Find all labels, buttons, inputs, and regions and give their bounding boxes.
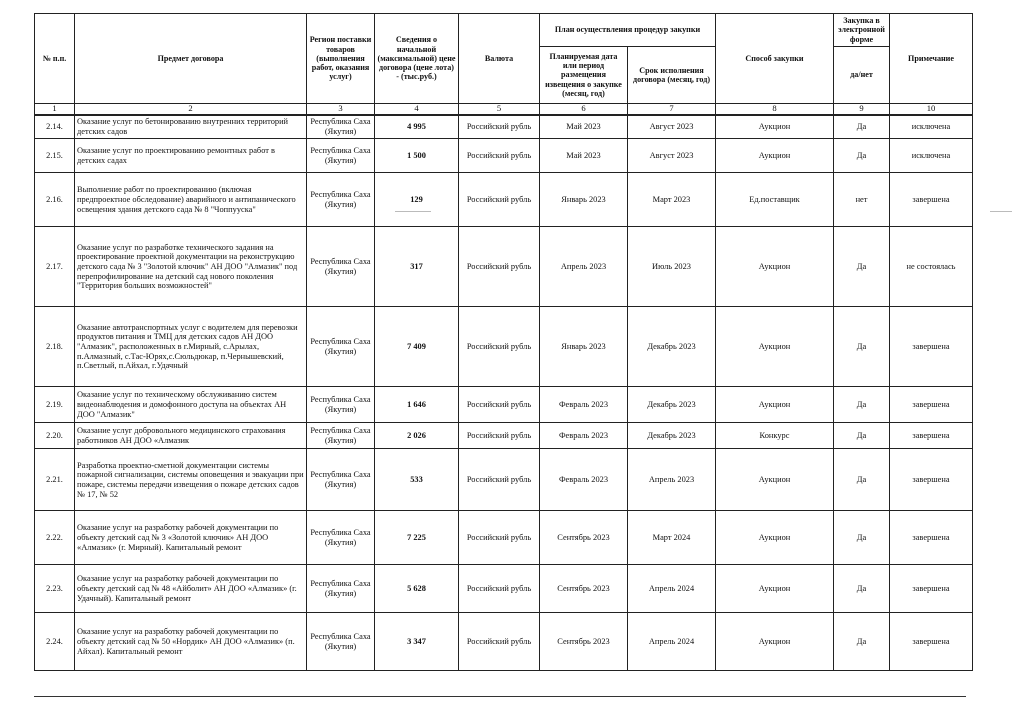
electronic-form: Да: [834, 307, 890, 387]
initial-price: 2 026: [375, 423, 459, 449]
column-number: 8: [716, 104, 834, 115]
column-number: 1: [35, 104, 75, 115]
notice-date: Январь 2023: [540, 307, 628, 387]
delivery-region: Республика Саха (Якутия): [307, 115, 375, 139]
delivery-region: Республика Саха (Якутия): [307, 423, 375, 449]
header-region: Регион поставки товаров (выполнения работ, оказания услуг): [307, 14, 375, 104]
notice-date: Февраль 2023: [540, 423, 628, 449]
header-yes-no: да/нет: [834, 47, 890, 104]
contract-subject: Оказание автотранспортных услуг с водителем для перевозки продуктов питания и ТМЦ для детских садов АН ДОО "Алмазик", расположенных в г.Мирный, с.Арылах, п.Алмазный, с.Тас-Юрях,с.Сюльдюкар, п.Чернышевский, п.Светлый, п.Айхал, г.Удачный: [75, 307, 307, 387]
row-number: 2.19.: [35, 387, 75, 423]
initial-price: 7 409: [375, 307, 459, 387]
procurement-method: Аукцион: [716, 565, 834, 613]
table-row: [35, 449, 973, 511]
delivery-region: Республика Саха (Якутия): [307, 565, 375, 613]
execution-date: Декабрь 2023: [628, 307, 716, 387]
procurement-method: Аукцион: [716, 115, 834, 139]
header-price: Сведения о начальной (максимальной) цене договора (цене лота) - (тыс.руб.): [375, 14, 459, 104]
procurement-method: Конкурс: [716, 423, 834, 449]
contract-subject: Оказание услуг по бетонированию внутренних территорий детских садов: [75, 115, 307, 139]
column-number: 3: [307, 104, 375, 115]
notice-date: Сентябрь 2023: [540, 511, 628, 565]
table-row: [35, 307, 973, 387]
row-number: 2.16.: [35, 173, 75, 227]
initial-price: 533: [375, 449, 459, 511]
initial-price: 4 995: [375, 115, 459, 139]
column-number: 6: [540, 104, 628, 115]
contract-subject: Оказание услуг на разработку рабочей документации по объекту детский сад № 50 «Нордик» АН ДОО «Алмазик» (п. Айхал). Капитальный ремонт: [75, 613, 307, 671]
note: завершена: [890, 613, 973, 671]
delivery-region: Республика Саха (Якутия): [307, 449, 375, 511]
notice-date: Сентябрь 2023: [540, 613, 628, 671]
contract-subject: Оказание услуг на разработку рабочей документации по объекту детский сад № 3 «Золотой ключик» АН ДОО «Алмазик» (г. Мирный). Капитальный ремонт: [75, 511, 307, 565]
currency: Российский рубль: [459, 449, 540, 511]
delivery-region: Республика Саха (Якутия): [307, 511, 375, 565]
procurement-method: Аукцион: [716, 139, 834, 173]
currency: Российский рубль: [459, 307, 540, 387]
table-row: [35, 173, 973, 227]
column-number: 2: [75, 104, 307, 115]
note: завершена: [890, 307, 973, 387]
electronic-form: Да: [834, 449, 890, 511]
table-row: [35, 511, 973, 565]
note: завершена: [890, 449, 973, 511]
notice-date: Февраль 2023: [540, 449, 628, 511]
row-number: 2.22.: [35, 511, 75, 565]
header-method: Способ закупки: [716, 14, 834, 104]
header-subject: Предмет договора: [75, 14, 307, 104]
notice-date: Сентябрь 2023: [540, 565, 628, 613]
electronic-form: Да: [834, 115, 890, 139]
initial-price: 1 500: [375, 139, 459, 173]
contract-subject: Оказание услуг добровольного медицинского страхования работников АН ДОО «Алмазик: [75, 423, 307, 449]
row-number: 2.23.: [35, 565, 75, 613]
table-body: [35, 115, 973, 671]
contract-subject: Оказание услуг по проектированию ремонтных работ в детских садах: [75, 139, 307, 173]
currency: Российский рубль: [459, 139, 540, 173]
currency: Российский рубль: [459, 423, 540, 449]
notice-date: Февраль 2023: [540, 387, 628, 423]
row-number: 2.18.: [35, 307, 75, 387]
electronic-form: Да: [834, 511, 890, 565]
electronic-form: Да: [834, 613, 890, 671]
column-number: 10: [890, 104, 973, 115]
delivery-region: Республика Саха (Якутия): [307, 387, 375, 423]
procurement-method: Аукцион: [716, 511, 834, 565]
execution-date: Август 2023: [628, 115, 716, 139]
currency: Российский рубль: [459, 227, 540, 307]
execution-date: Апрель 2024: [628, 565, 716, 613]
row-number: 2.20.: [35, 423, 75, 449]
note: завершена: [890, 387, 973, 423]
procurement-plan-table: [34, 13, 973, 671]
delivery-region: Республика Саха (Якутия): [307, 613, 375, 671]
table-row: [35, 115, 973, 139]
initial-price: 1 646: [375, 387, 459, 423]
note: завершена: [890, 173, 973, 227]
contract-subject: Разработка проектно-сметной документации системы пожарной сигнализации, системы оповещения и эвакуации при пожаре, системы передачи извещения о пожаре детских садов № 17, № 52: [75, 449, 307, 511]
header-currency: Валюта: [459, 14, 540, 104]
initial-price: 5 628: [375, 565, 459, 613]
contract-subject: Оказание услуг на разработку рабочей документации по объекту детский сад № 48 «Айболит» АН ДОО «Алмазик» (г. Удачный). Капитальный ремонт: [75, 565, 307, 613]
note: исключена: [890, 139, 973, 173]
row-number: 2.14.: [35, 115, 75, 139]
header-note: Примечание: [890, 14, 973, 104]
header-number: № п.п.: [35, 14, 75, 104]
currency: Российский рубль: [459, 613, 540, 671]
note: завершена: [890, 565, 973, 613]
page-bottom-rule: [34, 696, 966, 697]
electronic-form: Да: [834, 387, 890, 423]
note: исключена: [890, 115, 973, 139]
execution-date: Июль 2023: [628, 227, 716, 307]
currency: Российский рубль: [459, 565, 540, 613]
note: не состоялась: [890, 227, 973, 307]
initial-price: 3 347: [375, 613, 459, 671]
execution-date: Декабрь 2023: [628, 387, 716, 423]
execution-date: Март 2023: [628, 173, 716, 227]
column-number: 9: [834, 104, 890, 115]
procurement-method: Аукцион: [716, 387, 834, 423]
header-electronic: Закупка в электронной форме: [834, 14, 890, 47]
notice-date: Май 2023: [540, 115, 628, 139]
delivery-region: Республика Саха (Якутия): [307, 139, 375, 173]
execution-date: Декабрь 2023: [628, 423, 716, 449]
procurement-method: Ед.поставщик: [716, 173, 834, 227]
contract-subject: Оказание услуг по техническому обслуживанию систем видеонаблюдения и домофонного доступа на объектах АН ДОО "Алмазик": [75, 387, 307, 423]
currency: Российский рубль: [459, 173, 540, 227]
column-number: 4: [375, 104, 459, 115]
electronic-form: Да: [834, 139, 890, 173]
table-row: [35, 139, 973, 173]
table-row: [35, 613, 973, 671]
procurement-method: Аукцион: [716, 307, 834, 387]
column-number-row: [35, 104, 973, 115]
procurement-method: Аукцион: [716, 227, 834, 307]
delivery-region: Республика Саха (Якутия): [307, 227, 375, 307]
table-row: [35, 423, 973, 449]
table-row: [35, 565, 973, 613]
execution-date: Март 2024: [628, 511, 716, 565]
contract-subject: Оказание услуг по разработке технического задания на проектирование проектной документации на реконструкцию детского сада № 3 "Золотой ключик" АН ДОО "Алмазик" под перепрофилирование на детский сад нового поколения "Территория больших возможностей": [75, 227, 307, 307]
currency: Российский рубль: [459, 511, 540, 565]
contract-subject: Выполнение работ по проектированию (включая предпроектное обследование) аварийного и антипанического освещения здания детского сада № 8 "Чоппууска": [75, 173, 307, 227]
delivery-region: Республика Саха (Якутия): [307, 307, 375, 387]
procurement-method: Аукцион: [716, 449, 834, 511]
currency: Российский рубль: [459, 387, 540, 423]
header-row: [35, 14, 973, 47]
row-number: 2.17.: [35, 227, 75, 307]
electronic-form: Да: [834, 227, 890, 307]
header-procurement-plan: План осуществления процедур закупки: [540, 14, 716, 47]
procurement-method: Аукцион: [716, 613, 834, 671]
electronic-form: Да: [834, 565, 890, 613]
note: завершена: [890, 423, 973, 449]
notice-date: Апрель 2023: [540, 227, 628, 307]
scan-artifact: [395, 211, 431, 212]
note: завершена: [890, 511, 973, 565]
execution-date: Апрель 2024: [628, 613, 716, 671]
scan-artifact: [990, 211, 1012, 212]
electronic-form: Да: [834, 423, 890, 449]
initial-price: 317: [375, 227, 459, 307]
notice-date: Январь 2023: [540, 173, 628, 227]
initial-price: 129: [375, 173, 459, 227]
table-row: [35, 387, 973, 423]
table-row: [35, 227, 973, 307]
column-number: 5: [459, 104, 540, 115]
column-number: 7: [628, 104, 716, 115]
execution-date: Август 2023: [628, 139, 716, 173]
notice-date: Май 2023: [540, 139, 628, 173]
electronic-form: нет: [834, 173, 890, 227]
currency: Российский рубль: [459, 115, 540, 139]
row-number: 2.21.: [35, 449, 75, 511]
row-number: 2.24.: [35, 613, 75, 671]
execution-date: Апрель 2023: [628, 449, 716, 511]
header-notice-date: Планируемая дата или период размещения извещения о закупке (месяц, год): [540, 47, 628, 104]
header-exec-date: Срок исполнения договора (месяц, год): [628, 47, 716, 104]
delivery-region: Республика Саха (Якутия): [307, 173, 375, 227]
row-number: 2.15.: [35, 139, 75, 173]
initial-price: 7 225: [375, 511, 459, 565]
